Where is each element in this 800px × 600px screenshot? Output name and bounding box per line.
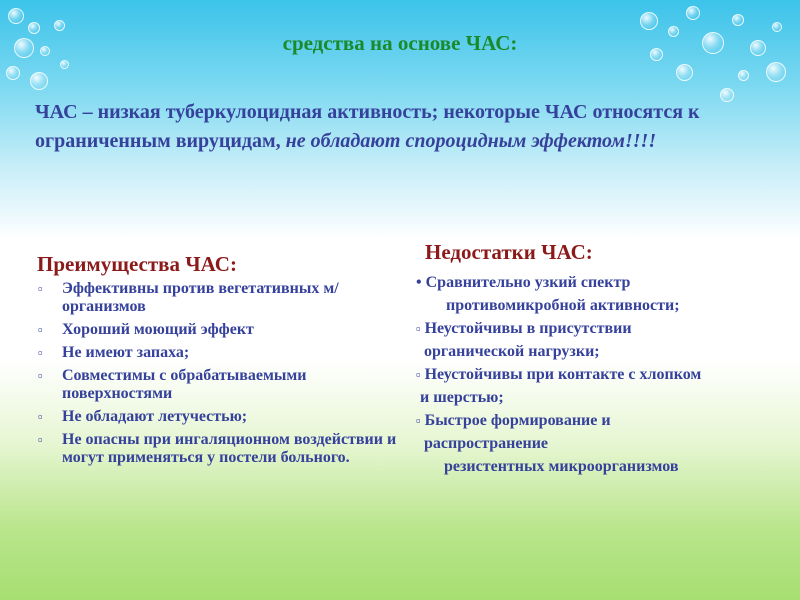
bullet-icon: ▫: [416, 413, 421, 428]
list-item: ▫ Неустойчивы при контакте с хлопком: [416, 366, 702, 383]
list-item: ▫ Хороший моющий эффект: [38, 321, 254, 338]
list-item: ▫ Быстрое формирование и: [416, 412, 611, 429]
list-item-continuation: органической нагрузки;: [424, 343, 600, 360]
list-item-continuation: распространение: [424, 435, 549, 452]
bullet-icon: •: [416, 274, 422, 291]
list-item-continuation: и шерстью;: [420, 389, 504, 406]
bubble-decoration: [54, 20, 65, 31]
bubble-decoration: [30, 72, 48, 90]
advantages-list: [38, 280, 398, 472]
list-item-continuation: резистентных микроорганизмов: [444, 458, 679, 475]
intro-italic-text: не обладают спороцидным эффектом!!!!: [285, 130, 657, 152]
bubble-decoration: [732, 14, 744, 26]
list-item: ▫ Неустойчивы в присутствии: [416, 320, 632, 337]
advantages-heading: Преимущества ЧАС:: [37, 252, 237, 276]
disadvantages-heading: Недостатки ЧАС:: [425, 240, 593, 264]
intro-paragraph: [35, 98, 775, 156]
intro-main-text: ЧАС – низкая туберкулоцидная активность; некоторые ЧАС относятся к ограниченным вируцидам,: [35, 101, 700, 152]
list-item: ▫ Эффективны против вегетативных м/организмов: [38, 280, 339, 315]
bubble-decoration: [6, 66, 20, 80]
bubble-decoration: [738, 70, 749, 81]
bubble-decoration: [8, 8, 24, 24]
disadvantages-list: [416, 271, 786, 478]
bullet-icon: ▫: [416, 321, 421, 336]
list-item: ▫ Не имеют запаха;: [38, 344, 190, 361]
bullet-icon: ▫: [38, 322, 43, 337]
bullet-icon: ▫: [38, 368, 43, 383]
bubble-decoration: [640, 12, 658, 30]
list-item: ▫ Не опасны при ингаляционном воздействии и могут применяться у постели больного.: [38, 431, 397, 466]
slide-title: средства на основе ЧАС:: [282, 31, 518, 55]
list-item-continuation: противомикробной активности;: [446, 297, 680, 314]
bullet-icon: ▫: [38, 281, 43, 296]
bullet-icon: ▫: [38, 432, 43, 447]
bubble-decoration: [686, 6, 700, 20]
bullet-icon: ▫: [38, 409, 43, 424]
list-item: • Сравнительно узкий спектр: [416, 274, 631, 291]
list-item: ▫ Совместимы с обрабатываемыми поверхностями: [38, 367, 307, 402]
bullet-icon: ▫: [38, 345, 43, 360]
list-item: ▫ Не обладают летучестью;: [38, 408, 248, 425]
bubble-decoration: [766, 62, 786, 82]
bubble-decoration: [60, 60, 69, 69]
bubble-decoration: [676, 64, 693, 81]
bullet-icon: ▫: [416, 367, 421, 382]
